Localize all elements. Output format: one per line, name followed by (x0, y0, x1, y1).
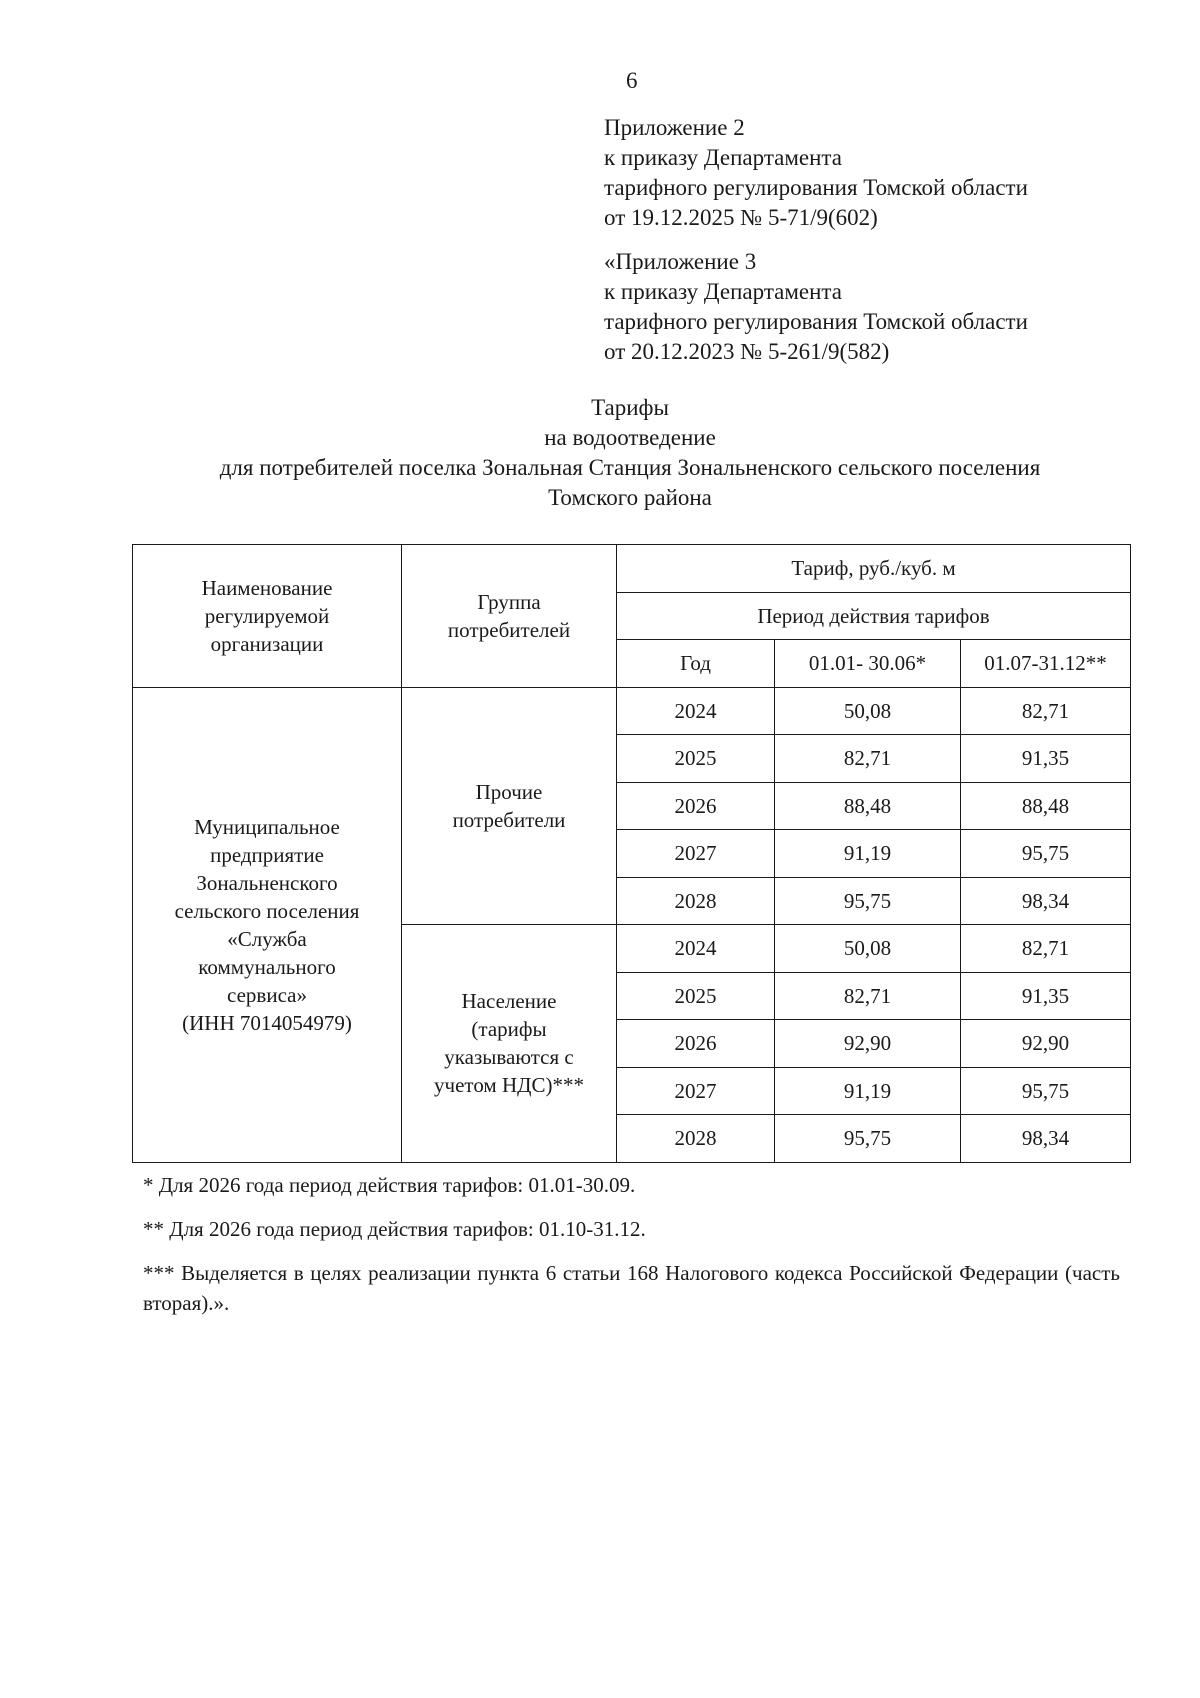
tariff-half2-cell: 91,35 (961, 735, 1131, 783)
header-half2: 01.07-31.12** (961, 640, 1131, 688)
year-cell: 2025 (617, 972, 775, 1020)
footnote-1: * Для 2026 года период действия тарифов: 01.01-30.09. (143, 1173, 636, 1197)
organization-line: коммунального (198, 954, 336, 979)
tariff-half1-cell: 91,19 (775, 1067, 961, 1115)
consumer-group-cell (402, 687, 617, 925)
year-cell: 2027 (617, 830, 775, 878)
tariff-half1-cell: 50,08 (775, 687, 961, 735)
consumer-group-line: учетом НДС)*** (434, 1073, 584, 1098)
page-number: 6 (626, 68, 638, 93)
header-year: Год (617, 640, 775, 688)
appendix-previous-header (604, 247, 1124, 367)
tariff-table (132, 544, 1131, 1163)
appendix-line: к приказу Департамента (604, 145, 842, 170)
year-cell: 2025 (617, 735, 775, 783)
appendix-line: от 20.12.2023 № 5-261/9(582) (604, 339, 890, 364)
tariff-half2-cell: 91,35 (961, 972, 1131, 1020)
appendix-line: «Приложение 3 (604, 249, 757, 274)
organization-line: Зональненского (196, 870, 338, 895)
year-cell: 2026 (617, 1020, 775, 1068)
title-line: для потребителей поселка Зональная Станция Зональненского сельского поселения (219, 455, 1041, 480)
appendix-line: тарифного регулирования Томской области (604, 175, 1028, 200)
footnote-2: ** Для 2026 года период действия тарифов: 01.10-31.12. (143, 1217, 646, 1241)
tariff-half1-cell: 50,08 (775, 925, 961, 973)
footnotes (143, 1170, 1120, 1332)
tariff-half1-cell: 88,48 (775, 782, 961, 830)
document-title (120, 393, 1140, 513)
title-line: на водоотведение (544, 425, 716, 450)
year-cell: 2027 (617, 1067, 775, 1115)
consumer-group-cell (402, 925, 617, 1163)
tariff-half2-cell: 88,48 (961, 782, 1131, 830)
organization-line: (ИНН 7014054979) (182, 1010, 352, 1035)
tariff-half2-cell: 92,90 (961, 1020, 1131, 1068)
title-line: Тарифы (591, 395, 669, 420)
consumer-group-line: указываются с (444, 1045, 574, 1070)
tariff-half1-cell: 82,71 (775, 972, 961, 1020)
consumer-group-line: потребители (452, 807, 566, 832)
year-cell: 2028 (617, 877, 775, 925)
tariff-half1-cell: 91,19 (775, 830, 961, 878)
organization-line: Муниципальное (194, 814, 340, 839)
tariff-half1-cell: 82,71 (775, 735, 961, 783)
consumer-group-line: (тарифы (471, 1017, 547, 1042)
tariff-half2-cell: 82,71 (961, 687, 1131, 735)
consumer-group-line: Население (461, 989, 557, 1014)
organization-line: предприятие (210, 842, 324, 867)
header-tariff: Тариф, руб./куб. м (617, 545, 1131, 593)
header-org-line: организации (210, 631, 324, 656)
header-group-line: потребителей (447, 617, 571, 642)
table-row (133, 687, 1131, 735)
header-period: Период действия тарифов (617, 592, 1131, 640)
footnote-3: *** Выделяется в целях реализации пункта 6 статьи 168 Налогового кодекса Российской Федерации (часть вторая).». (143, 1261, 1120, 1315)
tariff-half2-cell: 98,34 (961, 877, 1131, 925)
header-group (402, 545, 617, 688)
header-org-line: Наименование (201, 575, 333, 600)
year-cell: 2026 (617, 782, 775, 830)
header-org-line: регулируемой (204, 603, 330, 628)
appendix-line: тарифного регулирования Томской области (604, 309, 1028, 334)
appendix-current-header (604, 113, 1124, 233)
tariff-half1-cell: 95,75 (775, 1115, 961, 1163)
tariff-half2-cell: 82,71 (961, 925, 1131, 973)
tariff-half1-cell: 95,75 (775, 877, 961, 925)
organization-line: «Служба (227, 926, 307, 951)
header-group-line: Группа (477, 589, 541, 614)
tariff-half2-cell: 95,75 (961, 830, 1131, 878)
header-half1: 01.01- 30.06* (775, 640, 961, 688)
year-cell: 2028 (617, 1115, 775, 1163)
tariff-half2-cell: 95,75 (961, 1067, 1131, 1115)
organization-line: сервиса» (227, 982, 307, 1007)
appendix-line: к приказу Департамента (604, 279, 842, 304)
year-cell: 2024 (617, 925, 775, 973)
year-cell: 2024 (617, 687, 775, 735)
header-org (133, 545, 402, 688)
appendix-line: Приложение 2 (604, 115, 745, 140)
appendix-line: от 19.12.2025 № 5-71/9(602) (604, 205, 878, 230)
tariff-half2-cell: 98,34 (961, 1115, 1131, 1163)
organization-line: сельского поселения (174, 898, 360, 923)
title-line: Томского района (548, 485, 712, 510)
organization-cell (133, 687, 402, 1162)
consumer-group-line: Прочие (475, 779, 543, 804)
tariff-half1-cell: 92,90 (775, 1020, 961, 1068)
